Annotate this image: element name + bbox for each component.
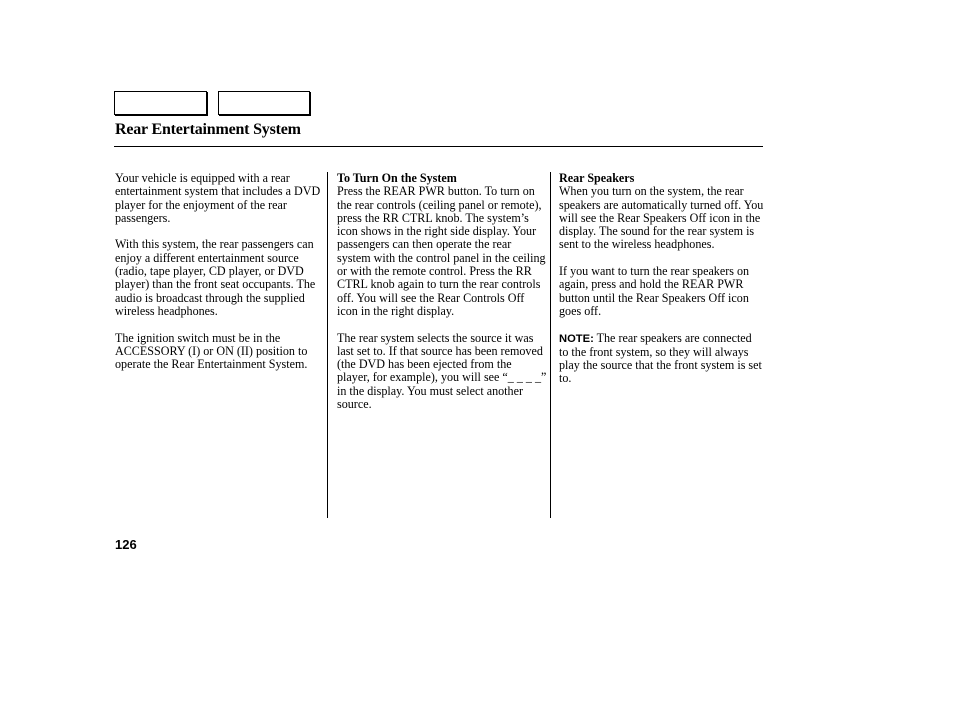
page-title: Rear Entertainment System <box>115 121 301 138</box>
turn-on-paragraph-2: The rear system selects the source it was last set to. If that source has been removed (the DVD has been ejected from the player, for example), you will see “_ _ _ _” in the display. You must select another source. <box>337 330 547 412</box>
intro-paragraph-3: The ignition switch must be in the ACCESSORY (I) or ON (II) position to operate the Rear Entertainment System. <box>115 330 308 372</box>
intro-paragraph-2: With this system, the rear passengers can enjoy a different entertainment source (radio, tape player, CD player, or DVD player) than the front seat occupants. The audio is broadcast through the supplied wireless headphones. <box>115 237 316 318</box>
title-divider <box>114 146 763 147</box>
rear-speakers-heading: Rear Speakers <box>559 171 635 185</box>
column-rear-speakers <box>559 172 764 399</box>
page-number: 126 <box>115 537 137 552</box>
note-label: NOTE: <box>559 332 594 345</box>
turn-on-heading: To Turn On the System <box>337 171 457 185</box>
rear-speakers-paragraph-2: If you want to turn the rear speakers on again, press and hold the REAR PWR button until the Rear Speakers Off icon goes off. <box>559 264 750 318</box>
note-text: The rear speakers are connected to the front system, so they will always play the source that the front system is set to. <box>559 330 762 386</box>
nav-button-2[interactable] <box>218 91 310 115</box>
column-intro <box>115 172 321 385</box>
intro-paragraph-1: Your vehicle is equipped with a rear entertainment system that includes a DVD player for the enjoyment of the rear passengers. <box>115 171 321 225</box>
nav-button-1[interactable] <box>114 91 207 115</box>
turn-on-paragraph-1: Press the REAR PWR button. To turn on the rear controls (ceiling panel or remote), press the RR CTRL knob. The system’s icon shows in the right side display. Your passengers can then operate the rear system with the control panel in the ceiling or with the remote control. Press the RR CTRL knob again to turn the rear controls off. You will see the Rear Controls Off icon in the right display. <box>337 184 546 318</box>
column-divider-1 <box>327 172 328 518</box>
note-paragraph <box>559 332 764 386</box>
column-divider-2 <box>550 172 551 518</box>
rear-speakers-paragraph-1: When you turn on the system, the rear speakers are automatically turned off. You will see the Rear Speakers Off icon in the display. The sound for the rear system is sent to the wireless headphones. <box>559 184 764 252</box>
column-turn-on <box>337 172 547 425</box>
